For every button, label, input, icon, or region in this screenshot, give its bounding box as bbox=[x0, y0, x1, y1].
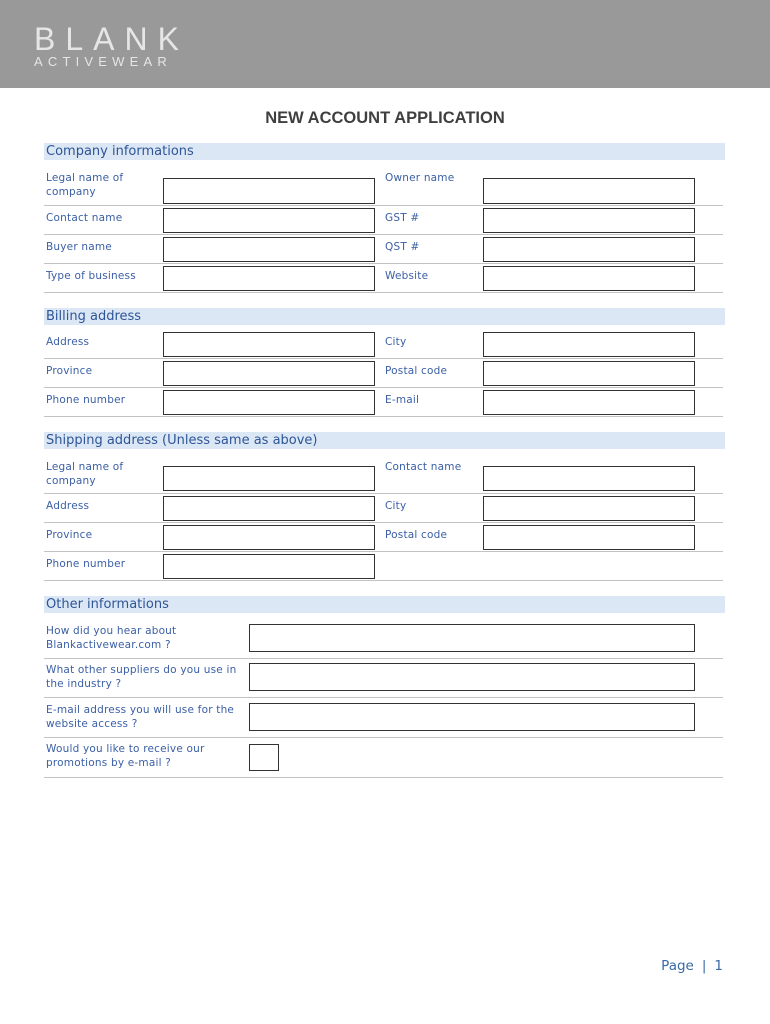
gst-input[interactable] bbox=[483, 208, 695, 233]
label-contact-name: Contact name bbox=[46, 212, 123, 224]
section-billing-header bbox=[44, 308, 725, 325]
label-promotions: Would you like to receive our promotions by e-mail ? bbox=[46, 743, 205, 769]
label-billing-address: Address bbox=[46, 336, 90, 348]
section-company-header bbox=[44, 143, 725, 160]
shipping-legal-name-input[interactable] bbox=[163, 466, 375, 491]
shipping-row-2 bbox=[44, 494, 723, 523]
website-access-email-input[interactable] bbox=[249, 703, 695, 731]
brand-logo bbox=[34, 21, 189, 69]
label-owner-name: Owner name bbox=[385, 172, 455, 184]
label-how-did-you-hear: How did you hear about Blankactivewear.com ? bbox=[46, 625, 177, 651]
label-gst: GST # bbox=[385, 212, 420, 224]
contact-name-input[interactable] bbox=[163, 208, 375, 233]
website-input[interactable] bbox=[483, 266, 695, 291]
billing-row-2 bbox=[44, 359, 723, 388]
how-did-you-hear-input[interactable] bbox=[249, 624, 695, 652]
label-type-of-business: Type of business bbox=[46, 270, 136, 282]
billing-email-input[interactable] bbox=[483, 390, 695, 415]
label-billing-email: E-mail bbox=[385, 394, 420, 406]
label-shipping-legal-name: Legal name of company bbox=[46, 461, 124, 487]
billing-row-3 bbox=[44, 388, 723, 417]
label-website-access-email: E-mail address you will use for the website access ? bbox=[46, 704, 235, 730]
shipping-province-input[interactable] bbox=[163, 525, 375, 550]
label-shipping-province: Province bbox=[46, 529, 93, 541]
header-banner bbox=[0, 0, 770, 88]
other-suppliers-input[interactable] bbox=[249, 663, 695, 691]
promotions-checkbox[interactable] bbox=[249, 744, 279, 771]
brand-subtitle: ACTIVEWEAR bbox=[34, 54, 172, 69]
legal-name-input[interactable] bbox=[163, 178, 375, 204]
billing-row-1 bbox=[44, 330, 723, 359]
billing-province-input[interactable] bbox=[163, 361, 375, 386]
label-other-suppliers: What other suppliers do you use in the industry ? bbox=[46, 664, 237, 690]
other-row-4 bbox=[44, 738, 723, 778]
billing-phone-input[interactable] bbox=[163, 390, 375, 415]
page-label: Page bbox=[661, 958, 694, 974]
label-shipping-postal-code: Postal code bbox=[385, 529, 448, 541]
company-row-1 bbox=[44, 170, 723, 206]
shipping-postal-code-input[interactable] bbox=[483, 525, 695, 550]
label-shipping-address: Address bbox=[46, 500, 90, 512]
section-billing-title: Billing address bbox=[46, 309, 142, 324]
label-billing-city: City bbox=[385, 336, 407, 348]
section-other-title: Other informations bbox=[46, 597, 169, 612]
label-legal-name: Legal name of company bbox=[46, 172, 124, 198]
page-footer bbox=[661, 958, 723, 974]
page-number: 1 bbox=[714, 958, 723, 974]
label-shipping-city: City bbox=[385, 500, 407, 512]
brand-name: BLANK bbox=[34, 21, 189, 57]
shipping-row-1 bbox=[44, 459, 723, 494]
other-row-2 bbox=[44, 659, 723, 698]
label-shipping-contact-name: Contact name bbox=[385, 461, 462, 473]
label-billing-postal-code: Postal code bbox=[385, 365, 448, 377]
label-buyer-name: Buyer name bbox=[46, 241, 112, 253]
type-of-business-input[interactable] bbox=[163, 266, 375, 291]
shipping-phone-input[interactable] bbox=[163, 554, 375, 579]
billing-address-input[interactable] bbox=[163, 332, 375, 357]
page-title: NEW ACCOUNT APPLICATION bbox=[265, 109, 505, 127]
shipping-contact-name-input[interactable] bbox=[483, 466, 695, 491]
section-shipping-header bbox=[44, 432, 725, 449]
label-qst: QST # bbox=[385, 241, 420, 253]
other-row-3 bbox=[44, 698, 723, 738]
shipping-city-input[interactable] bbox=[483, 496, 695, 521]
company-row-3 bbox=[44, 235, 723, 264]
billing-city-input[interactable] bbox=[483, 332, 695, 357]
billing-postal-code-input[interactable] bbox=[483, 361, 695, 386]
page-separator: | bbox=[701, 958, 707, 974]
company-row-2 bbox=[44, 206, 723, 235]
shipping-row-4 bbox=[44, 552, 723, 581]
label-billing-phone: Phone number bbox=[46, 394, 126, 406]
owner-name-input[interactable] bbox=[483, 178, 695, 204]
section-other-header bbox=[44, 596, 725, 613]
other-row-1 bbox=[44, 620, 723, 659]
section-shipping-title: Shipping address (Unless same as above) bbox=[46, 433, 318, 448]
qst-input[interactable] bbox=[483, 237, 695, 262]
label-website: Website bbox=[385, 270, 429, 282]
company-row-4 bbox=[44, 264, 723, 293]
label-billing-province: Province bbox=[46, 365, 93, 377]
shipping-row-3 bbox=[44, 523, 723, 552]
section-company-title: Company informations bbox=[46, 144, 194, 159]
shipping-address-input[interactable] bbox=[163, 496, 375, 521]
buyer-name-input[interactable] bbox=[163, 237, 375, 262]
label-shipping-phone: Phone number bbox=[46, 558, 126, 570]
